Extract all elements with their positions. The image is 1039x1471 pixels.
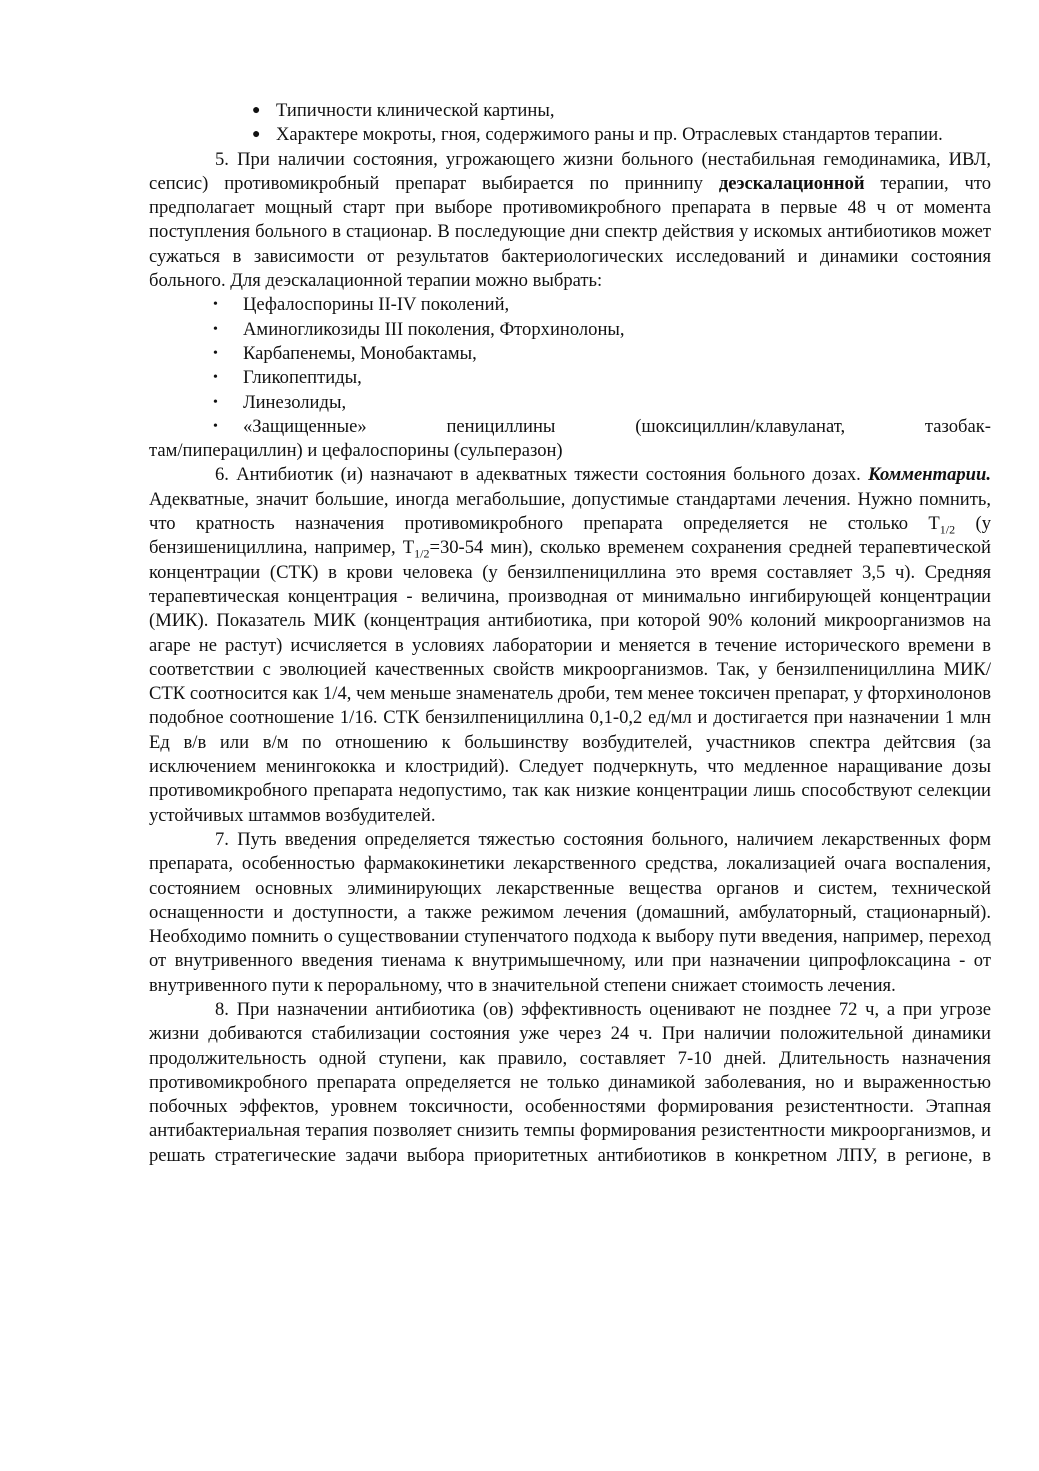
list-item xyxy=(149,293,991,317)
subscript: 1/2 xyxy=(939,522,956,537)
bold-term: деэскалационной xyxy=(718,172,865,194)
document-page xyxy=(149,99,991,1168)
paragraph-text: 6. Антибиотик (и) назначают в адекватных тяжести состояния больного дозах. xyxy=(215,464,869,486)
list-item-text: Гликопептиды, xyxy=(243,367,362,389)
list-item xyxy=(149,318,991,342)
bullet-icon: ● xyxy=(252,127,261,143)
paragraph-8: 8. При назначении антибиотика (ов) эффективность оценивают не позднее 72 ч, а при угрозе жизни добиваются стабилизации состояния уже через 24 ч. При наличии положительной динамики продолжительность одной ступени, как правило, составляет 7-10 дней. Длительность назначения противомикробного препарата определяется не только динамикой заболевания, но и выраженностью побочных эффектов, уровнем токсичности, особенностями формирования резистентности. Этапная антибактериальная терапия позволяет снизить темпы формирования резистентности микроорганизмов, и решать стратегические задачи выбора приоритетных антибиотиков в конкретном ЛПУ, в регионе, в xyxy=(149,998,991,1166)
paragraph-text: =30-54 мин), сколько временем сохранения средней терапевтической концентрации (СТК) в крови человека (у бензилпенициллина это время составляет 3,5 ч). Средняя терапевтическая концентрация - величина, производная от минимально ингибирующей концентрации (МИК). Показатель МИК (концентрация антибиотика, при которой 90% колоний микроорганизмов на агаре не растут) исчисляется в условиях лаборатории и меняется в течение исторического времени в соответствии с эволюцией качественных свойств микроорганизмов. Так, у бензилпенициллина МИК/СТК соотносится как 1/4, чем меньше знаменатель дроби, тем менее токсичен препарат, у фторхинолонов подобное соотношение 1/16. СТК бензилпенициллина 0,1-0,2 ед/мл и достигается при назначении 1 млн Ед в/в или в/м по отношению к большинству возбудителей, участников спектра дейтсвия (за исключением менингококка и клостридий). Следует подчеркнуть, что медленное наращивание дозы противомикробного препарата недопустимо, так как низкие концентрации лишь способствуют селекции устойчивых штаммов возбудителей. xyxy=(149,537,991,826)
paragraph-text: (у бензишенициллина, например, T xyxy=(149,513,991,559)
list-item-text: там/пиперациллин) и цефалоспорины (сульперазон) xyxy=(149,440,563,462)
paragraph-5 xyxy=(149,148,991,294)
list-item xyxy=(149,123,991,147)
list-item-text: Карбапенемы, Монобактамы, xyxy=(243,342,477,364)
bullet-icon: • xyxy=(213,418,218,434)
comment-label: Комментарии. xyxy=(868,464,991,486)
list-item-text: Цефалоспорины II-IV поколений, xyxy=(243,294,510,316)
paragraph-7: 7. Путь введения определяется тяжестью состояния больного, наличием лекарственных форм препарата, особенностью фармакокинетики лекарственного средства, локализацией очага воспаления, состоянием основных элиминирующих лекарственные вещества органов и систем, технической оснащенности и доступности, а также режимом лечения (домашний, амбулаторный, стационарный). Необходимо помнить о существовании ступенчатого подхода к выбору пути введения, например, переход от внутривенного введения тиенама к внутримышечному, или при назначении ципрофлоксацина - от внутривенного пути к пероральному, что в значительной степени снижает стоимость лечения. xyxy=(149,828,991,996)
bullet-icon: • xyxy=(213,297,218,313)
list-item xyxy=(149,366,991,390)
list-item xyxy=(149,391,991,415)
paragraph-text: 5. При наличии состояния, угрожающего жизни больного (нестабильная гемодинамика, ИВЛ, сепсис) противомикробный препарат выбирается по приннипу xyxy=(149,148,991,194)
list-item xyxy=(149,99,991,123)
paragraph-text: терапии, что предполагает мощный старт при выборе противомикробного препарата в первые 48 ч от момента поступления больного в стационар. В последующие дни спектр действия у искомых антибиотиков может сужаться в зависимости от результатов бактериологических исследований и динамики состояния больного. Для деэскалационной терапии можно выбрать: xyxy=(149,172,991,292)
subscript: 1/2 xyxy=(414,547,430,562)
list-item-text: Типичности клинической картины, xyxy=(276,100,555,121)
bullet-icon: • xyxy=(213,321,218,337)
paragraph-text: Адекватные, значит большие, иногда мегабольшие, допустимые стандартами лечения. Нужно помнить, что кратность назначения противомикробного препарата определяется не столько T xyxy=(149,488,991,535)
list-item-text: Характере мокроты, гноя, содержимого раны и пр. Отраслевых стандартов терапии. xyxy=(276,124,943,146)
bullet-icon: • xyxy=(213,394,218,410)
list-item-text: Аминогликозиды III поколения, Фторхинолоны, xyxy=(243,318,625,340)
list-item xyxy=(149,415,991,464)
list-item-text: Линезолиды, xyxy=(243,391,347,413)
bullet-icon: • xyxy=(213,370,218,386)
bullet-icon: ● xyxy=(252,103,261,118)
list-item-text: «Защищенные» пенициллины (шоксициллин/клавуланат, тазобак- xyxy=(243,415,991,437)
paragraph-6 xyxy=(149,463,991,827)
list-item xyxy=(149,342,991,366)
bullet-icon: • xyxy=(213,345,218,361)
